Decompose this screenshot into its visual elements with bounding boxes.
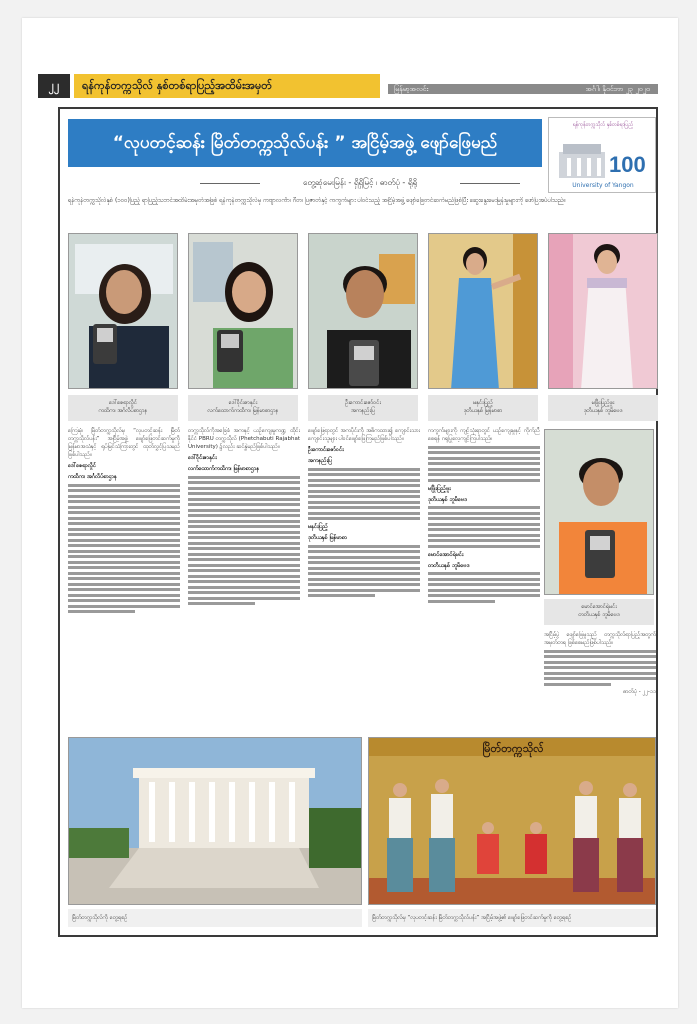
portrait-role: ဒုတိယနှစ် မြန်မာစာ (463, 408, 503, 414)
dance-performance-photo (368, 737, 656, 905)
portrait-photo-5 (548, 233, 658, 389)
column-text: ဖျော်ဖြေရာတွင် အကပိုင်းကို အဓိကထား၍ ကျောင်းသားကျောင်းသူများ ပါဝင်ဖျော်ဖြေကြမည်ဖြစ်ပါသည်။ (308, 428, 420, 442)
article-frame (58, 107, 658, 937)
portrait-role: ကထိက၊ အင်္ဂလိပ်စာဌာန (98, 408, 148, 414)
portrait-caption-1 (68, 395, 178, 421)
portrait-name: မောင်အောင်ရဲမင်း (581, 604, 617, 610)
campus-building-caption: မြိတ်တက္ကသိုလ်ကို တွေ့ရစဉ် (68, 909, 362, 927)
column-subhead-role: ဒုတိယနှစ် မြန်မာစာ (308, 535, 348, 541)
column-text: တက္ကသိုလ်ကိုအခြေခံ အကနှင့် ယဉ်ကျေးမှုကဏ္ဍ ထိုင်းနိုင်ငံ PBRU တက္ကသိုလ် (Phetchabuti Rajabhat University) ၌လည်း ဆင်နွှဲမည်ဖြစ်ပါသည်။ (188, 428, 300, 450)
body-column-5 (544, 631, 656, 727)
centenary-logo (548, 117, 656, 193)
header-rule (388, 84, 658, 94)
page-header (38, 56, 658, 102)
logo-number: 100 (609, 152, 646, 177)
portrait-caption-4 (428, 395, 538, 421)
stage-banner-text: မြိတ်တက္ကသိုလ် (482, 742, 544, 755)
column-subhead: ဦးကောင်းဇော်ဝင်း (308, 447, 344, 453)
portrait-name: ဒေါ်ဇေရာလှိုင် (108, 400, 137, 406)
portrait-photo-3 (308, 233, 418, 389)
column-subhead-role: ကထိက၊ အင်္ဂလိပ်စာဌာန (68, 474, 117, 480)
portrait-name: မနှင်းပြည့် (473, 400, 493, 406)
portrait-caption-6 (544, 599, 654, 625)
portrait-name: ဦးကောင်းဇော်ဝင်း (345, 400, 381, 406)
intro-paragraph: ရန်ကုန်တက္ကသိုလ်နှစ် (၁၀၀)ပြည့် ရာပြည့်သဘင်အထိမ်းအမှတ်အဖြစ် ရန်ကုန်တက္ကသိုလ်မှ ကဗျာလင်္ကာ၊ ဂီတ၊ ပြဇာတ်နှင့် ကကွက်များ ပါဝင်သည့် အငြိမ့်အဖွဲ့ ဖျော်ဖြေတင်ဆက်မည်ဖြစ်ပြီး ဆွေးနွေးမေးမြန်းမှုများကို ဖော်ပြအပ်ပါသည်။ (68, 197, 566, 204)
byline: တွေ့ဆုံမေးမြန်း - ရှိရှိမြင့် ၊ ဓာတ်ပုံ - ရိုရို (200, 177, 520, 189)
university-building-icon (555, 134, 651, 182)
portrait-role: တတိယနှစ် ဘူမိဗေဒ (578, 612, 620, 618)
logo-caption: University of Yangon (572, 182, 634, 189)
portrait-caption-5 (548, 395, 658, 421)
issue-date: အင်္ဂါ၊ နိုဝင်ဘာ ၂၃ ၂၀၂၀ (585, 85, 650, 93)
portrait-photo-2 (188, 233, 298, 389)
section-title: ရန်ကုန်တက္ကသိုလ် နှစ်တစ်ရာပြည့်အထိမ်းအမှတ် (74, 74, 380, 98)
column-subhead-role: အကနည်းပြ (308, 458, 333, 464)
column-subhead: ဒေါ်ဇေရာလှိုင် (68, 463, 97, 469)
column-subhead: မနှင်းပြည့် (308, 524, 328, 530)
portrait-role: ဒုတိယနှစ် ဘူမိဗေဒ (583, 408, 623, 414)
paper-name: မြန်မာ့အလင်း (394, 85, 429, 93)
portrait-caption-3 (308, 395, 418, 421)
column-subhead: မဖြိုးပြည့်ဖူး (428, 485, 451, 492)
portrait-role: အကနည်းပြ (350, 408, 376, 414)
column-subhead: မောင်အောင်ရဲမင်း (428, 551, 464, 558)
column-subhead: ဒေါ်ဝိုင်းဇာနှင်း (188, 455, 217, 461)
portrait-photo-6 (544, 429, 654, 595)
portrait-caption-2 (188, 395, 298, 421)
column-subhead-role: ဒုတိယနှစ် ဘူမိဗေဒ (428, 496, 467, 503)
portrait-role: လက်ထောက်ကထိက၊ မြန်မာစာဌာန (207, 408, 279, 414)
column-text: ကြေးမုံ၊ မြိတ်တက္ကသိုလ်မှ “လုပတင့်ဆန်း မြိတ်တက္ကသိုလ်ပန်း” အငြိမ့်အဖွဲ့ ဖျော်ဖြေတင်ဆက်မှုကို မြန်မာအသံနှင့် ရုပ်မြင်သံကြားတွင် ထုတ်လွှင့်ပြသမည်ဖြစ်ပါသည်။ (68, 428, 180, 458)
body-column-4 (428, 427, 540, 727)
portrait-photo-4 (428, 233, 538, 389)
portrait-name: မဖြိုးပြည့်ဖူး (591, 400, 615, 406)
logo-text: ရန်ကုန်တက္ကသိုလ် နှစ်တစ်ရာပြည့် (572, 122, 634, 128)
body-column-1 (68, 427, 180, 727)
column-subhead-role: လက်ထောက်ကထိက၊ မြန်မာစာဌာန (188, 466, 260, 472)
article-headline: “လုပတင့်ဆန်း မြိတ်တက္ကသိုလ်ပန်း ” အငြိမ့်အဖွဲ့ ဖျော်ဖြေမည် (68, 119, 542, 167)
column-text: ကကွက်များကို ကျင့်သုံးရာတွင် ယဉ်ကျေးမှုနှင့် ကိုက်ညီစေရန် ဂရုပြုလေ့ကျင့်ကြပါသည်။ (428, 428, 540, 442)
portrait-name: ဒေါ်ဝိုင်းဇာနှင်း (228, 400, 258, 406)
dance-performance-caption: မြိတ်တက္ကသိုလ်မှ “လုပတင့်ဆန်း မြိတ်တက္ကသိုလ်ပန်း” အငြိမ့်အဖွဲ့၏ ဖျော်ဖြေတင်ဆက်မှုကို တွေ့ရစဉ် (368, 909, 656, 927)
page-number: ၂၂ (38, 74, 70, 98)
column-credit: ဓာတ်ပုံ - ၂၂-၁၁ (623, 689, 656, 695)
body-column-2 (188, 427, 300, 727)
campus-building-photo (68, 737, 362, 905)
portrait-photo-1 (68, 233, 178, 389)
column-text: အငြိမ့်ပွဲ ဖျော်ဖြေမှုသည် တက္ကသိုလ်ရာပြည့်အတွက် အမှတ်တရ ဖြစ်စေမည်ဖြစ်ပါသည်။ (544, 632, 656, 646)
body-column-3 (308, 427, 420, 727)
column-subhead-role: တတိယနှစ် ဘူမိဗေဒ (428, 562, 470, 569)
